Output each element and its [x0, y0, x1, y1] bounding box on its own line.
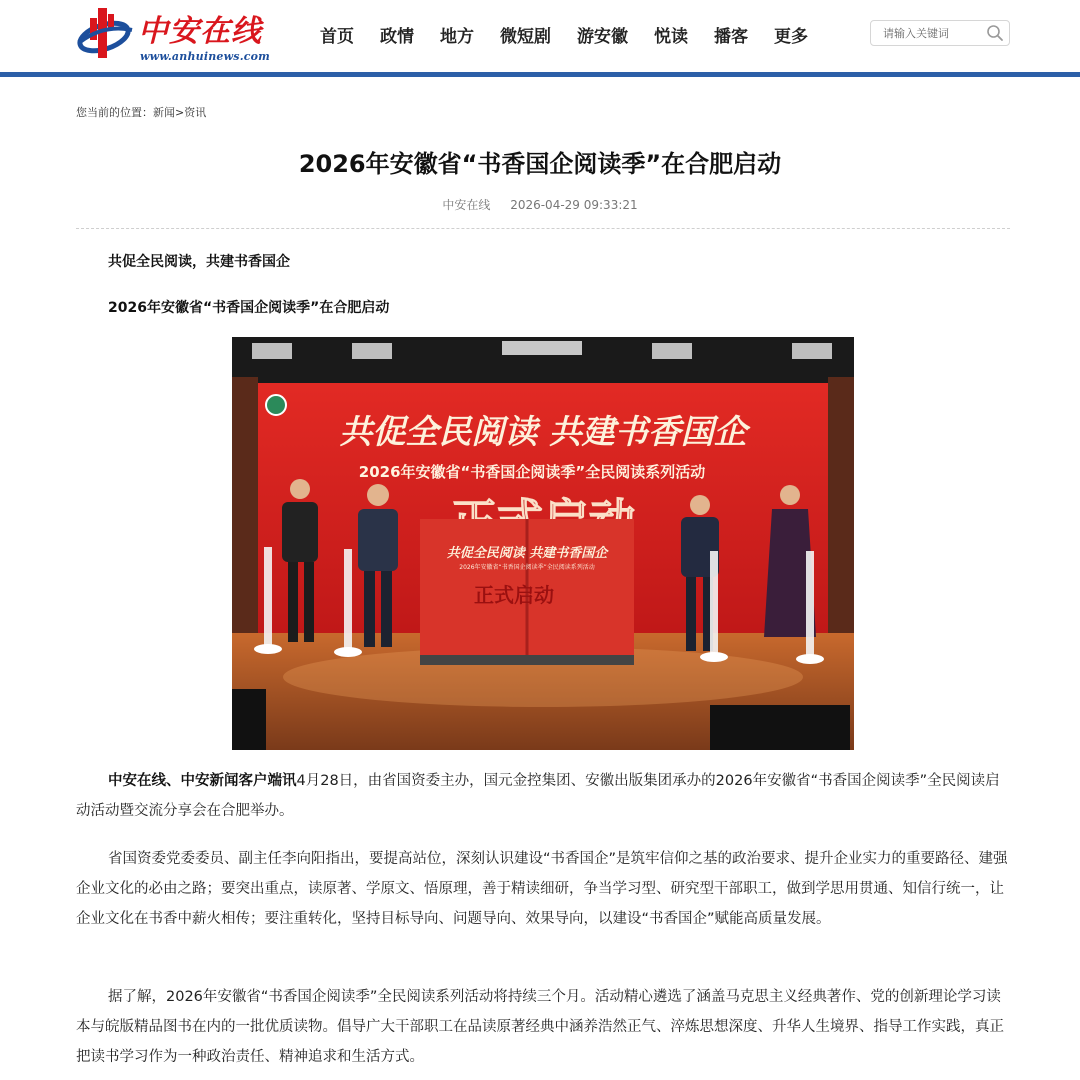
- nav-item-home[interactable]: 首页: [320, 27, 354, 47]
- nav-item-more[interactable]: 更多: [774, 27, 808, 47]
- breadcrumb[interactable]: 您当前的位置：新闻>资讯: [76, 106, 207, 119]
- site-logo[interactable]: [76, 4, 270, 64]
- search-box: [870, 20, 1010, 46]
- logo-emblem-icon: [76, 4, 138, 64]
- nav-item-micro-drama[interactable]: 微短剧: [500, 27, 551, 47]
- book-line-1: 共促全民阅读 共建书香国企: [446, 546, 608, 561]
- nav-item-politics[interactable]: 政情: [380, 27, 414, 47]
- event-photo-illustration: [232, 337, 854, 750]
- nav-item-reading[interactable]: 悦读: [654, 27, 688, 47]
- nav-item-podcast[interactable]: 播客: [714, 27, 748, 47]
- article-paragraph-1: [76, 766, 1010, 826]
- nav-item-travel[interactable]: 游安徽: [577, 27, 628, 47]
- search-input[interactable]: [871, 21, 983, 45]
- article-title: 2026年安徽省“书香国企阅读季”在合肥启动: [298, 150, 782, 178]
- banner-line-2: 2026年安徽省“书香国企阅读季”全民阅读系列活动: [358, 463, 706, 481]
- article-lead-2: 2026年安徽省“书香国企阅读季”在合肥启动: [108, 300, 390, 316]
- paragraph-1-byline: 中安在线、中安新闻客户端讯: [108, 773, 297, 789]
- logo-url: www.anhuinews.com: [140, 50, 270, 63]
- site-header: [0, 0, 1080, 74]
- search-icon[interactable]: [986, 24, 1004, 42]
- logo-text: 中安在线: [138, 14, 262, 49]
- article-photo: [232, 337, 854, 750]
- book-line-3: 正式启动: [474, 583, 554, 607]
- launch-book-prop: [420, 519, 634, 665]
- article-paragraph-2: 省国资委党委委员、副主任李向阳指出，要提高站位，深刻认识建设“书香国企”是筑牢信仰之基的政治要求、提升企业实力的重要路径、建强企业文化的必由之路；要突出重点，读原著、学原文、悟原理，善于精读细研，争当学习型、研究型干部职工，做到学思用贯通、知信行统一，让企业文化在书香中薪火相传；要注重转化，坚持目标导向、问题导向、效果导向，以建设“书香国企”赋能高质量发展。: [76, 851, 1008, 927]
- article-datetime: 2026-04-29 09:33:21: [510, 198, 638, 212]
- article-source: 中安在线: [442, 198, 491, 212]
- meta-divider: [76, 228, 1010, 229]
- header-divider: [0, 72, 1080, 77]
- main-nav: [320, 22, 808, 47]
- article-paragraph-3: 据了解，2026年安徽省“书香国企阅读季”全民阅读系列活动将持续三个月。活动精心遴选了涵盖马克思主义经典著作、党的创新理论学习读本与皖版精品图书在内的一批优质读物。倡导广大干部职工在品读原著经典中涵养浩然正气、淬炼思想深度、升华人生境界、指导工作实践，真正把读书学习作为一种政治责任、精神追求和生活方式。: [76, 989, 1004, 1065]
- nav-item-local[interactable]: 地方: [440, 27, 474, 47]
- article-meta: [0, 196, 1080, 213]
- paragraph-1-text: 4月28日，由省国资委主办，国元金控集团、安徽出版集团承办的2026年安徽省“书香国企阅读季”全民阅读启动活动暨交流分享会在合肥举办。: [76, 773, 1000, 819]
- banner-line-1: 共促全民阅读 共建书香国企: [339, 412, 747, 451]
- article-lead-1: 共促全民阅读，共建书香国企: [108, 254, 290, 270]
- book-line-2: 2026年安徽省“书香国企阅读季”全民阅读系列活动: [459, 564, 595, 571]
